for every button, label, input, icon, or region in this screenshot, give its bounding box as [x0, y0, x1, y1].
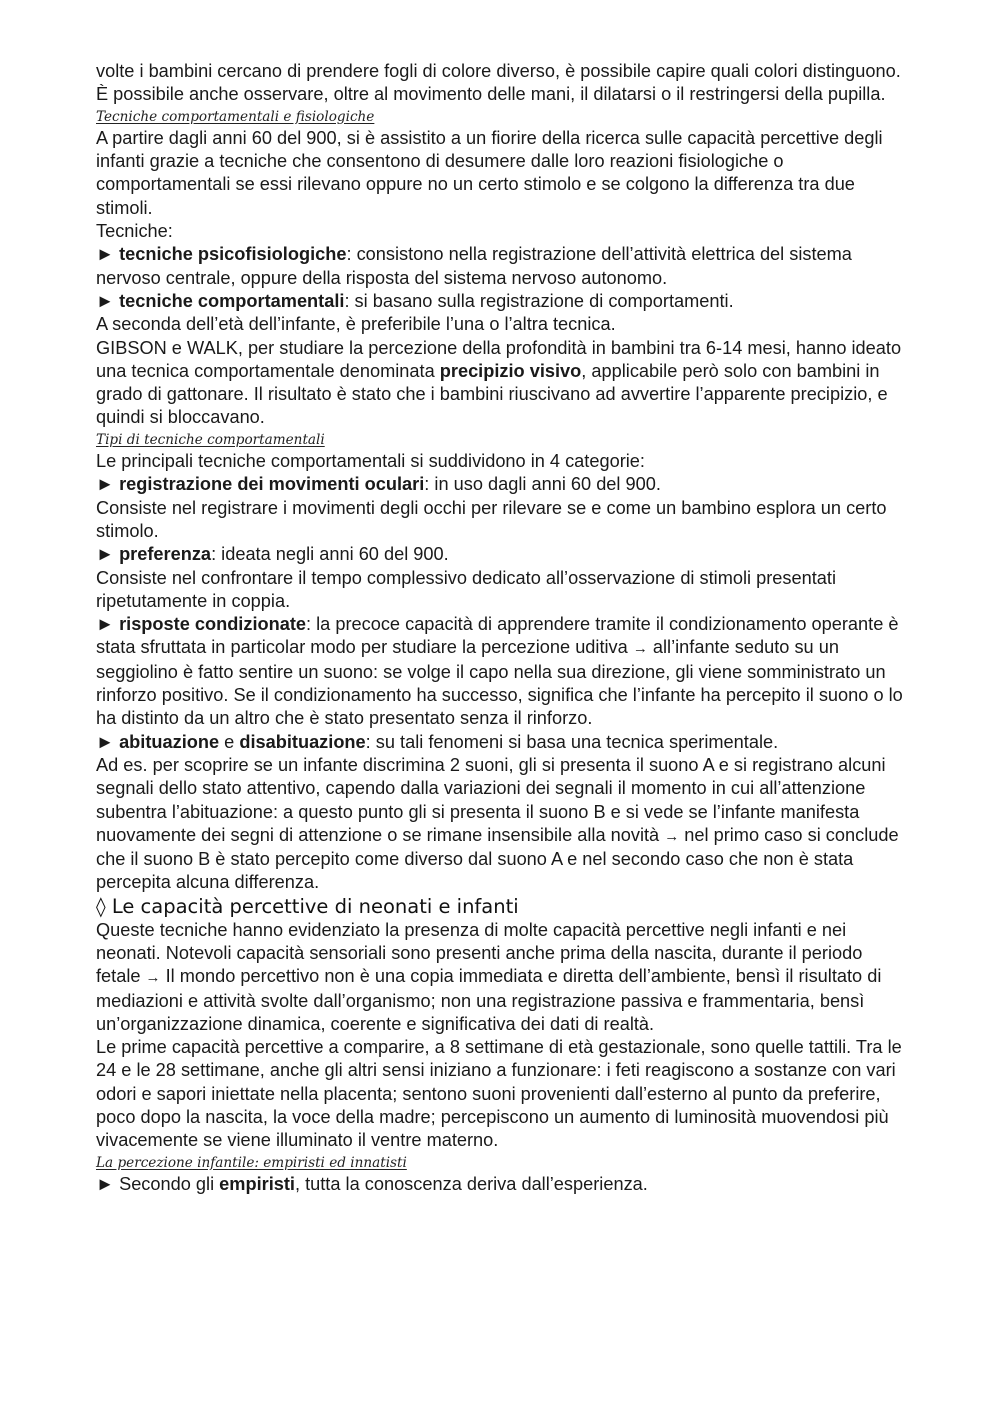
bullet-term: disabituazione [239, 731, 366, 752]
paragraph-perceptive-capacities [96, 919, 911, 1036]
paragraph-eye-movements: Consiste nel registrare i movimenti degli occhi per rilevare se e come un bambino esplora un certo stimolo. [96, 497, 887, 541]
subheading-infant-perception: La percezione infantile: empiristi ed innatisti [96, 1154, 407, 1171]
bullet-term: tecniche psicofisiologiche [119, 244, 347, 265]
paragraph-age: A seconda dell’età dell’infante, è preferibile l’una o l’altra tecnica. [96, 314, 616, 335]
bullet-term: abituazione [119, 731, 220, 752]
bullet-term: registrazione dei movimenti oculari [119, 474, 425, 495]
bullet-arrow-icon: ► [96, 474, 120, 495]
bullet-text: , tutta la conoscenza deriva dall’esperienza. [294, 1173, 648, 1194]
bullet-term: tecniche comportamentali [119, 290, 345, 311]
document-page [96, 60, 911, 1196]
bullet-psychophysiological [96, 243, 911, 290]
paragraph-preference: Consiste nel confrontare il tempo complessivo dedicato all’osservazione di stimoli presentati ripetutamente in coppia. [96, 567, 836, 611]
text-span: GIBSON e WALK, per studiare la percezione della profondità in bambini tra 6-14 mesi, hanno ideato una tecnica comportamentale denominata [96, 337, 902, 381]
bullet-arrow-icon: ► [96, 244, 120, 265]
bullet-text: : in uso dagli anni 60 del 900. [424, 474, 661, 495]
paragraph-techniques-label: Tecniche: [96, 221, 173, 242]
text-span: Ad es. per scoprire se un infante discrimina 2 suoni, gli si presenta il suono A e si registrano alcuni segnali dello stato attentivo, capendo dalla variazioni dei segnali il momento in cui all’attenzione subentra l’abituazione: a questo punto gli si presenta il suono B e si vede se l’infante manifesta nuovamente dei segni di attenzione o se rimane insensibile alla novità [96, 754, 886, 845]
subheading-behavioral-types: Tipi di tecniche comportamentali [96, 431, 325, 448]
text-span: Il mondo percettivo non è una copia immediata e diretta dell’ambiente, bensì il risultato di mediazioni e attività svolte dall’organismo; non una registrazione passiva e frammentaria, bensì un’organizzazione dinamica, coerente e significativa dei dati di realtà. [96, 966, 882, 1034]
bullet-term: preferenza [119, 544, 212, 565]
bullet-behavioral [96, 290, 911, 313]
right-arrow-icon: → [632, 640, 648, 658]
bullet-text: all’infante seduto su un seggiolino è fatto sentire un suono: se volge il capo nella sua direzione, gli viene somministrato un rinforzo positivo. Se il condizionamento ha successo, significa che l’infante ha percepito il suono o lo ha distinto da un altro che è stato presentato senza il rinforzo. [96, 637, 903, 729]
bullet-term: empiristi [219, 1173, 295, 1194]
term-visual-cliff: precipizio visivo [439, 360, 582, 381]
bullet-arrow-icon: ► [96, 731, 120, 752]
right-arrow-icon: → [145, 969, 161, 987]
bullet-text: Secondo gli [119, 1173, 220, 1194]
bullet-term: risposte condizionate [119, 614, 307, 635]
paragraph-categories: Le principali tecniche comportamentali si suddividono in 4 categorie: [96, 451, 645, 472]
bullet-preference [96, 543, 911, 566]
bullet-arrow-icon: ► [96, 544, 120, 565]
bullet-text: : consistono nella registrazione dell’attività elettrica del sistema nervoso centrale, oppure della risposta del sistema nervoso autonomo. [96, 244, 852, 288]
paragraph-intro: volte i bambini cercano di prendere fogli di colore diverso, è possibile capire quali colori distinguono. È possibile anche osservare, oltre al movimento delle mani, il dilatarsi o il restringersi della pupilla. [96, 61, 901, 105]
subheading-techniques: Tecniche comportamentali e fisiologiche [96, 108, 375, 125]
bullet-arrow-icon: ► [96, 1173, 120, 1194]
paragraph-first-capacities: Le prime capacità percettive a comparire, a 8 settimane di età gestazionale, sono quelle tattili. Tra le 24 e le 28 settimane, anche gli altri sensi iniziano a funzionare: i feti reagiscono a sostanze con vari odori e sapori iniettate nella placenta; sentono suoni provenienti dall’esterno al punto da preferire, poco dopo la nascita, la voce della madre; percepiscono un aumento di luminosità muovendosi più vivacemente se viene illuminato il ventre materno. [96, 1037, 902, 1151]
bullet-text: : la precoce capacità di apprendere tramite il condizionamento operante è stata sfruttata in particolar modo per studiare la percezione uditiva [96, 614, 899, 658]
bullet-empiricists [96, 1173, 911, 1196]
paragraph-gibson-walk [96, 337, 911, 430]
bullet-text: : ideata negli anni 60 del 900. [211, 544, 449, 565]
text-span: , applicabile però solo con bambini in grado di gattonare. Il risultato è stato che i bambini riuscivano ad avvertire l’apparente precipizio, e quindi si bloccavano. [96, 360, 888, 428]
section-heading-perceptive-capacities: ◊ Le capacità percettive di neonati e infanti [96, 894, 519, 918]
paragraph-habituation-example [96, 754, 911, 895]
bullet-arrow-icon: ► [96, 614, 120, 635]
bullet-habituation [96, 731, 911, 754]
text-span: Queste tecniche hanno evidenziato la presenza di molte capacità percettive negli infanti e nei neonati. Notevoli capacità sensoriali sono presenti anche prima della nascita, durante il periodo fetale [96, 919, 863, 987]
bullet-eye-movements [96, 473, 911, 496]
bullet-text: : si basano sulla registrazione di comportamenti. [344, 290, 734, 311]
right-arrow-icon: → [664, 827, 680, 845]
paragraph-history: A partire dagli anni 60 del 900, si è assistito a un fiorire della ricerca sulle capacità percettive degli infanti grazie a tecniche che consentono di desumere dalle loro reazioni fisiologiche o comportamentali se essi rilevano oppure no un certo stimolo e se colgono la differenza tra due stimoli. [96, 127, 883, 218]
bullet-conditioned-responses [96, 613, 911, 730]
text-span: nel primo caso si conclude che il suono B è stato percepito come diverso dal suono A e nel secondo caso che non è stata percepita alcuna differenza. [96, 824, 899, 893]
bullet-arrow-icon: ► [96, 290, 120, 311]
bullet-text: e [219, 731, 240, 752]
bullet-text: : su tali fenomeni si basa una tecnica sperimentale. [365, 731, 779, 752]
